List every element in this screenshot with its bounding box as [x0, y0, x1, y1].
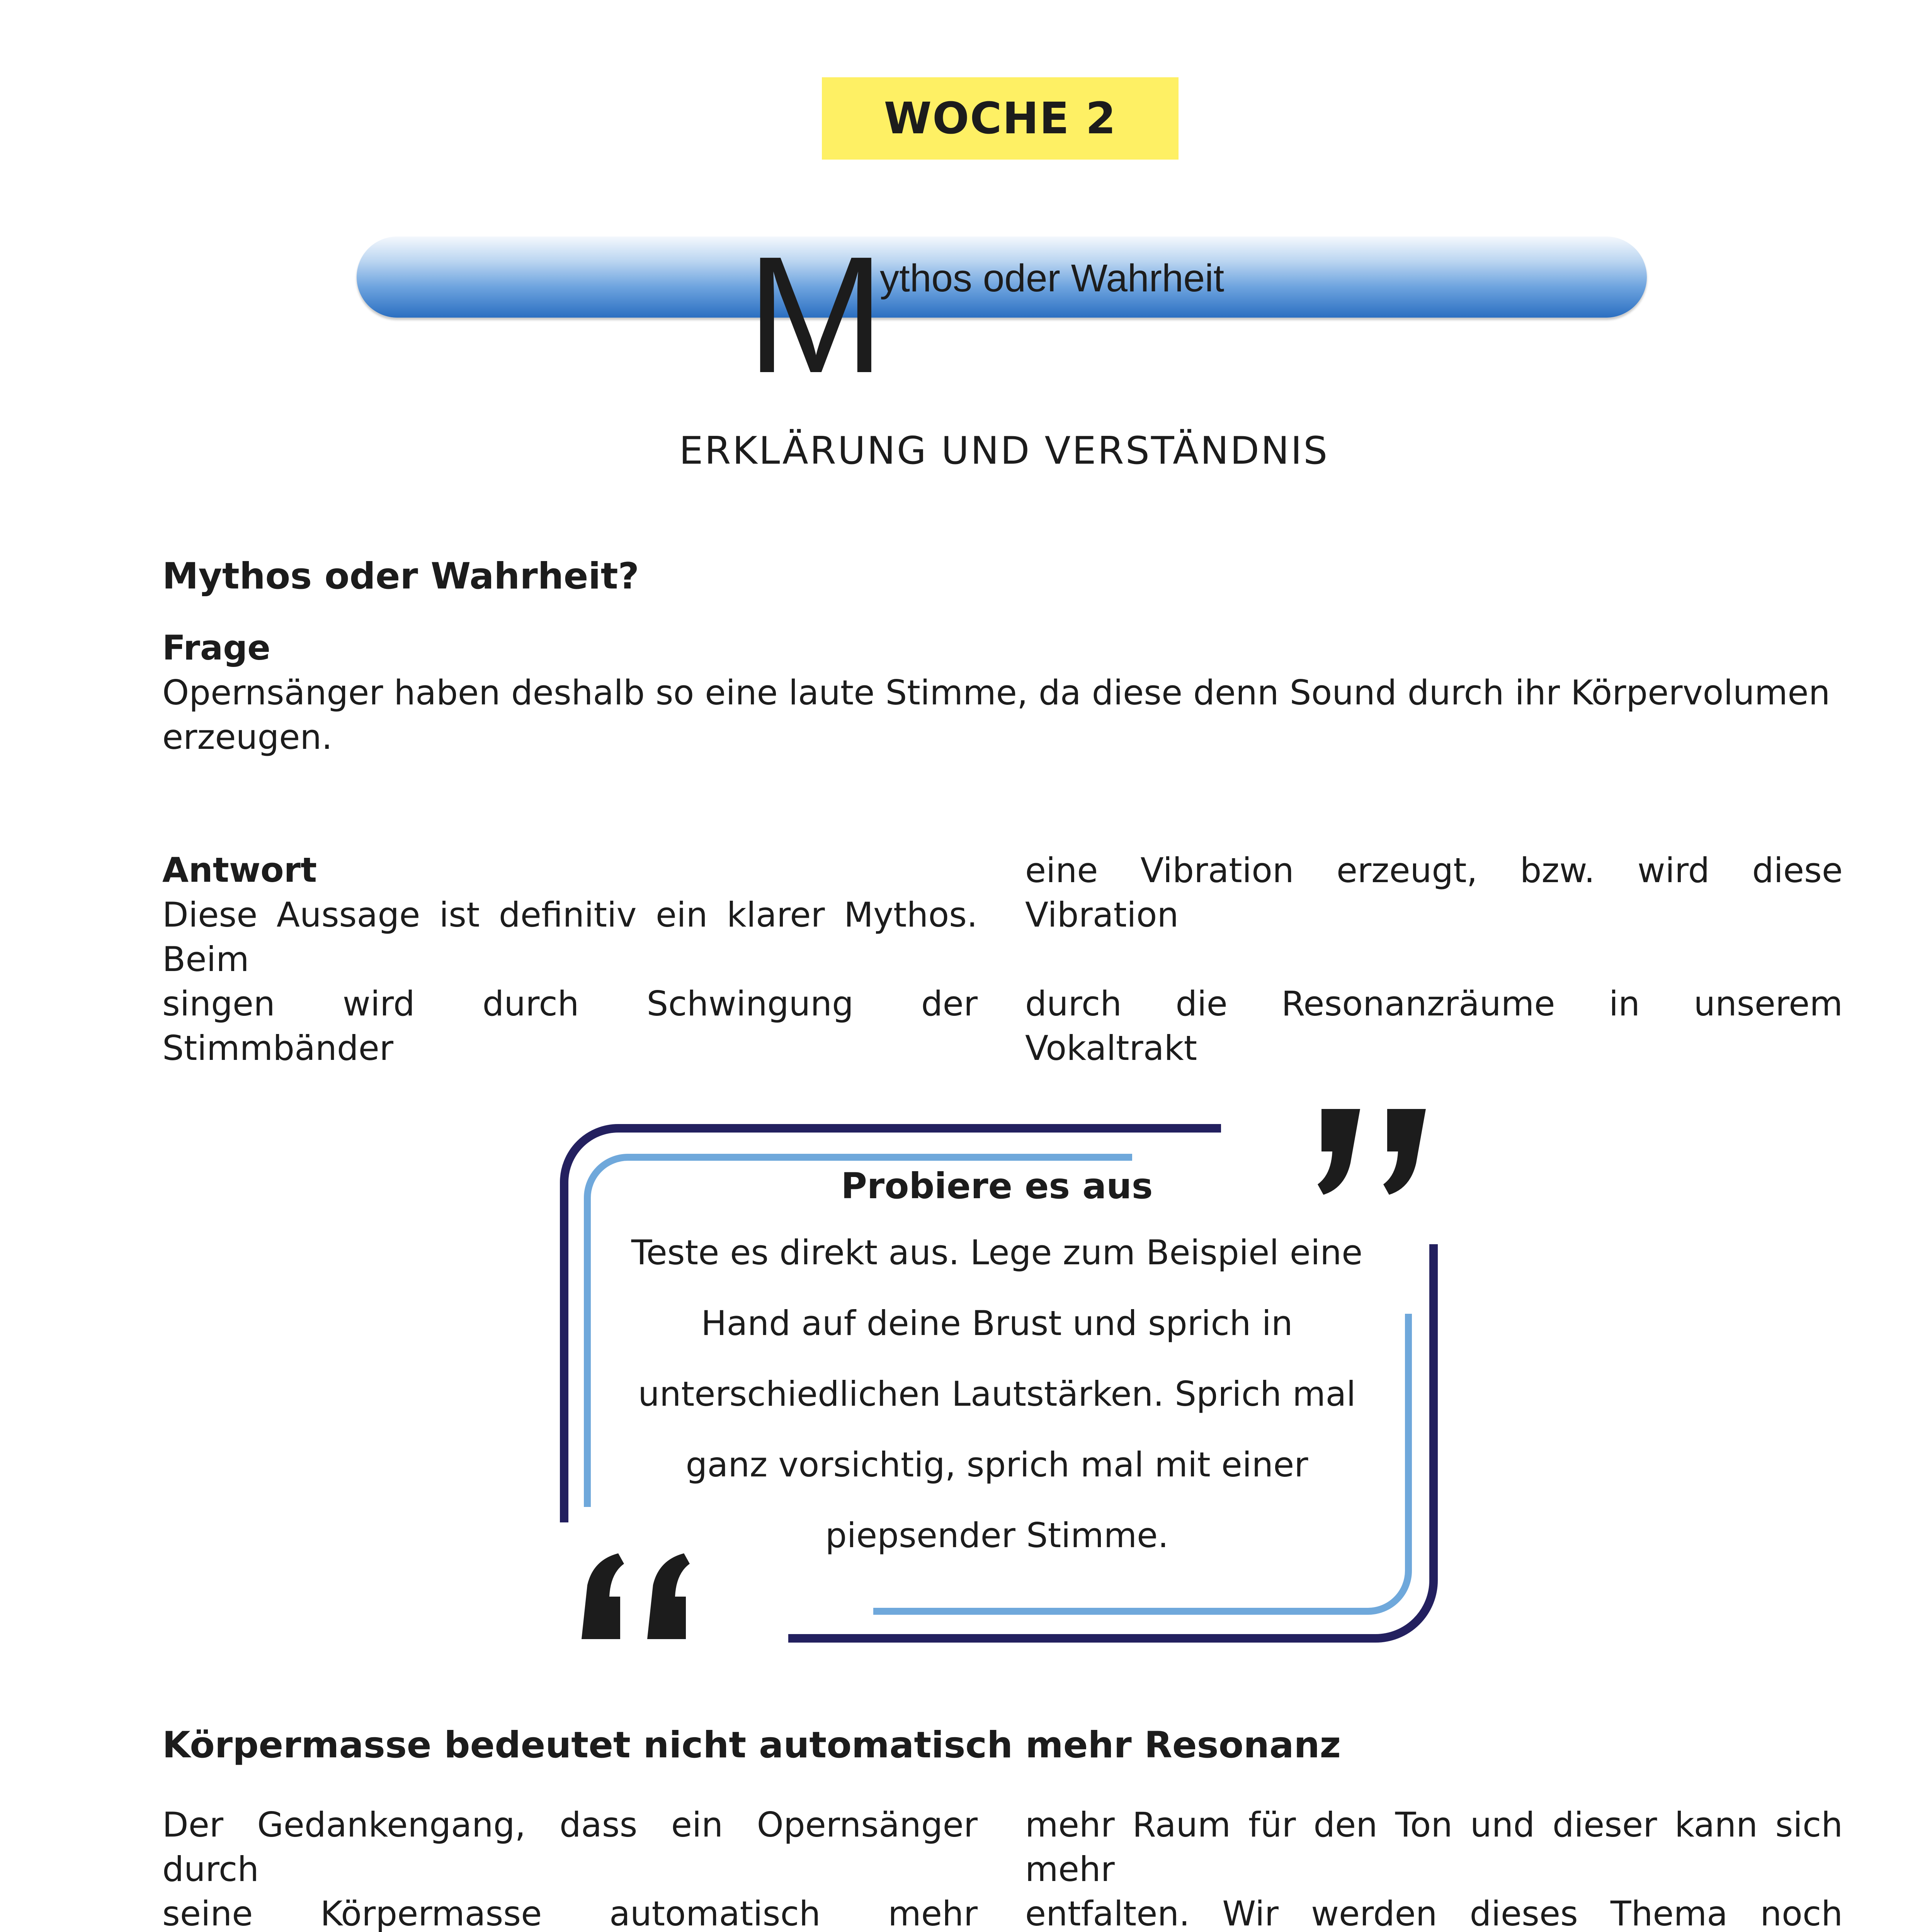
question-text: [162, 670, 1862, 759]
body-line: mehr Raum für den Ton und dieser kann sich mehr: [1025, 1805, 1843, 1889]
body-line: entfalten. Wir werden dieses Thema noch: [1025, 1894, 1843, 1932]
week-badge: [822, 77, 1179, 160]
section2-left-column: [162, 1803, 978, 1932]
answer-line: eine Vibration erzeugt, bzw. wird diese Vibration: [1025, 850, 1843, 935]
quote-title: Probiere es aus: [841, 1165, 1153, 1207]
answer-left-column: [162, 893, 978, 1070]
title-text: ythos oder Wahrheit: [880, 257, 1225, 300]
question-line: erzeugen.: [162, 717, 333, 757]
section2-right-column: [1025, 1803, 1843, 1932]
body-line: Der Gedankengang, dass ein Opernsänger durch: [162, 1805, 978, 1889]
quote-body: [607, 1217, 1387, 1571]
quote-line: Teste es direkt aus. Lege zum Beispiel eine: [631, 1233, 1363, 1272]
quote-line: piepsender Stimme.: [825, 1515, 1169, 1555]
subtitle: ERKLÄRUNG UND VERSTÄNDNIS: [679, 429, 1329, 473]
quote-line: Hand auf deine Brust und sprich in: [701, 1303, 1293, 1343]
answer-label: Antwort: [162, 850, 317, 890]
title-initial: M: [747, 222, 885, 408]
answer-line: Diese Aussage ist definitiv ein klarer Mythos. Beim: [162, 895, 978, 979]
question-label: Frage: [162, 628, 270, 668]
week-label: WOCHE 2: [884, 93, 1117, 144]
section2-heading: Körpermasse bedeutet nicht automatisch mehr Resonanz: [162, 1724, 1341, 1766]
section1-heading: Mythos oder Wahrheit?: [162, 555, 639, 597]
quote-line: unterschiedlichen Lautstärken. Sprich mal: [638, 1374, 1356, 1414]
quote-box: [607, 1155, 1387, 1571]
answer-right-column: [1025, 848, 1843, 1070]
answer-line: singen wird durch Schwingung der Stimmbänder: [162, 984, 978, 1068]
body-line: seine Körpermasse automatisch mehr: [162, 1894, 978, 1932]
answer-line: durch die Resonanzräume in unserem Vokaltrakt: [1025, 984, 1843, 1068]
question-line: Opernsänger haben deshalb so eine laute Stimme, da diese denn Sound durch ihr Körpervolumen: [162, 673, 1830, 713]
quote-line: ganz vorsichtig, sprich mal mit einer: [685, 1445, 1308, 1485]
